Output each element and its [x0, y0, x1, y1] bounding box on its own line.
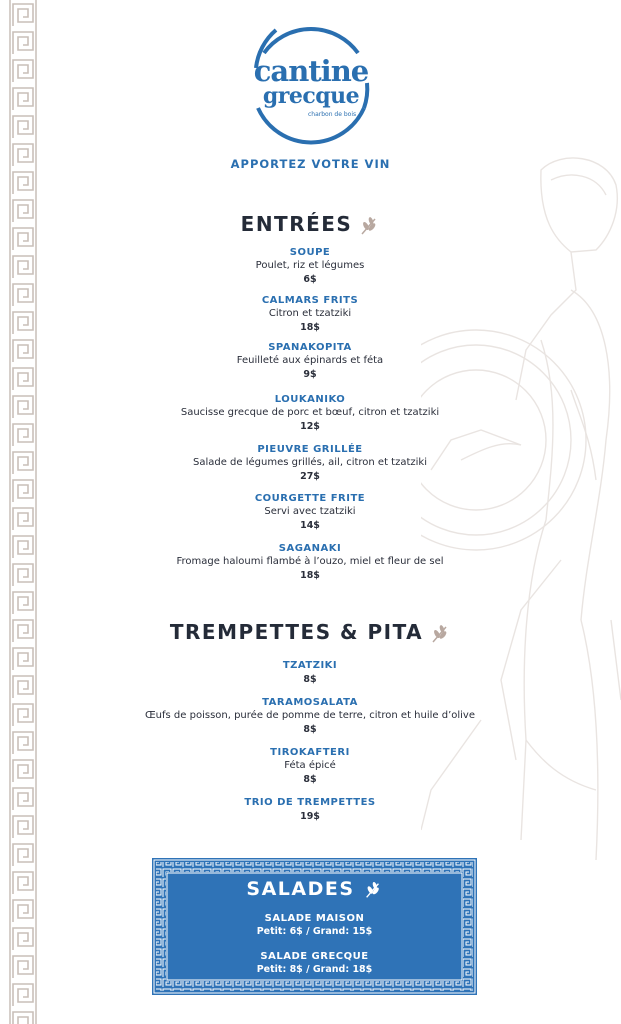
item-name: SALADE GRECQUE — [260, 951, 369, 962]
menu-item — [120, 659, 500, 687]
salades-box — [152, 858, 477, 995]
item-name: TZATZIKI — [282, 660, 338, 671]
item-description: Feuilleté aux épinards et féta — [236, 355, 384, 366]
item-name: CALMARS FRITS — [261, 295, 359, 306]
section-title-trempettes — [0, 620, 621, 645]
item-price: 9$ — [303, 369, 317, 380]
item-description: Fromage haloumi flambé à l’ouzo, miel et fleur de sel — [176, 556, 444, 567]
restaurant-logo — [246, 8, 376, 160]
menu-item — [120, 746, 500, 787]
item-description: Salade de légumes grillés, ail, citron et tzatziki — [193, 457, 427, 468]
item-price: 6$ — [303, 274, 317, 285]
section-title-salades — [152, 878, 477, 900]
item-description: Citron et tzatziki — [268, 308, 352, 319]
item-name: TRIO DE TREMPETTES — [244, 797, 376, 808]
item-name: PIEUVRE GRILLÉE — [257, 444, 363, 455]
item-price: Petit: 6$ / Grand: 15$ — [256, 926, 373, 937]
item-price: 14$ — [300, 520, 320, 531]
item-price: 12$ — [300, 421, 320, 432]
item-price: 8$ — [303, 724, 317, 735]
menu-item — [120, 393, 500, 434]
item-name: COURGETTE FRITE — [254, 493, 366, 504]
item-description: Servi avec tzatziki — [264, 506, 356, 517]
logo-line-cantine: cantine — [253, 54, 369, 88]
section-title-entrees — [0, 212, 621, 237]
menu-item — [152, 912, 477, 938]
item-description: Œufs de poisson, purée de pomme de terre, citron et huile d’olive — [144, 710, 476, 721]
item-price: Petit: 8$ / Grand: 18$ — [256, 964, 373, 975]
olive-branch-icon — [358, 215, 380, 237]
olive-branch-icon — [429, 623, 451, 645]
menu-item — [152, 950, 477, 976]
item-price: 8$ — [303, 674, 317, 685]
menu-item — [120, 542, 500, 583]
menu-item — [120, 796, 500, 824]
menu-item — [120, 246, 500, 287]
item-name: TIROKAFTERI — [270, 747, 350, 758]
item-price: 18$ — [300, 322, 320, 333]
menu-item — [120, 492, 500, 533]
section-title-text: TREMPETTES & PITA — [169, 620, 424, 644]
menu-item — [120, 443, 500, 484]
section-title-text: SALADES — [246, 878, 355, 900]
menu-item — [120, 696, 500, 737]
item-price: 19$ — [300, 811, 320, 822]
item-price: 27$ — [300, 471, 320, 482]
logo-line-charbon: charbon de bois — [308, 111, 357, 118]
item-price: 18$ — [300, 570, 320, 581]
item-name: SPANAKOPITA — [268, 342, 352, 353]
tagline: APPORTEZ VOTRE VIN — [230, 157, 391, 171]
item-name: SALADE MAISON — [264, 913, 365, 924]
item-description: Poulet, riz et légumes — [255, 260, 365, 271]
menu-item — [120, 294, 500, 335]
item-name: LOUKANIKO — [274, 394, 346, 405]
menu-item — [120, 341, 500, 382]
item-name: SOUPE — [289, 247, 331, 258]
section-title-text: ENTRÉES — [240, 212, 353, 236]
olive-branch-icon — [363, 880, 383, 900]
logo-line-grecque: grecque — [262, 83, 360, 109]
item-description: Saucisse grecque de porc et bœuf, citron et tzatziki — [180, 407, 440, 418]
item-description: Féta épicé — [284, 760, 336, 771]
item-price: 8$ — [303, 774, 317, 785]
item-name: TARAMOSALATA — [262, 697, 358, 708]
greek-key-border — [9, 0, 37, 1024]
item-name: SAGANAKI — [278, 543, 342, 554]
